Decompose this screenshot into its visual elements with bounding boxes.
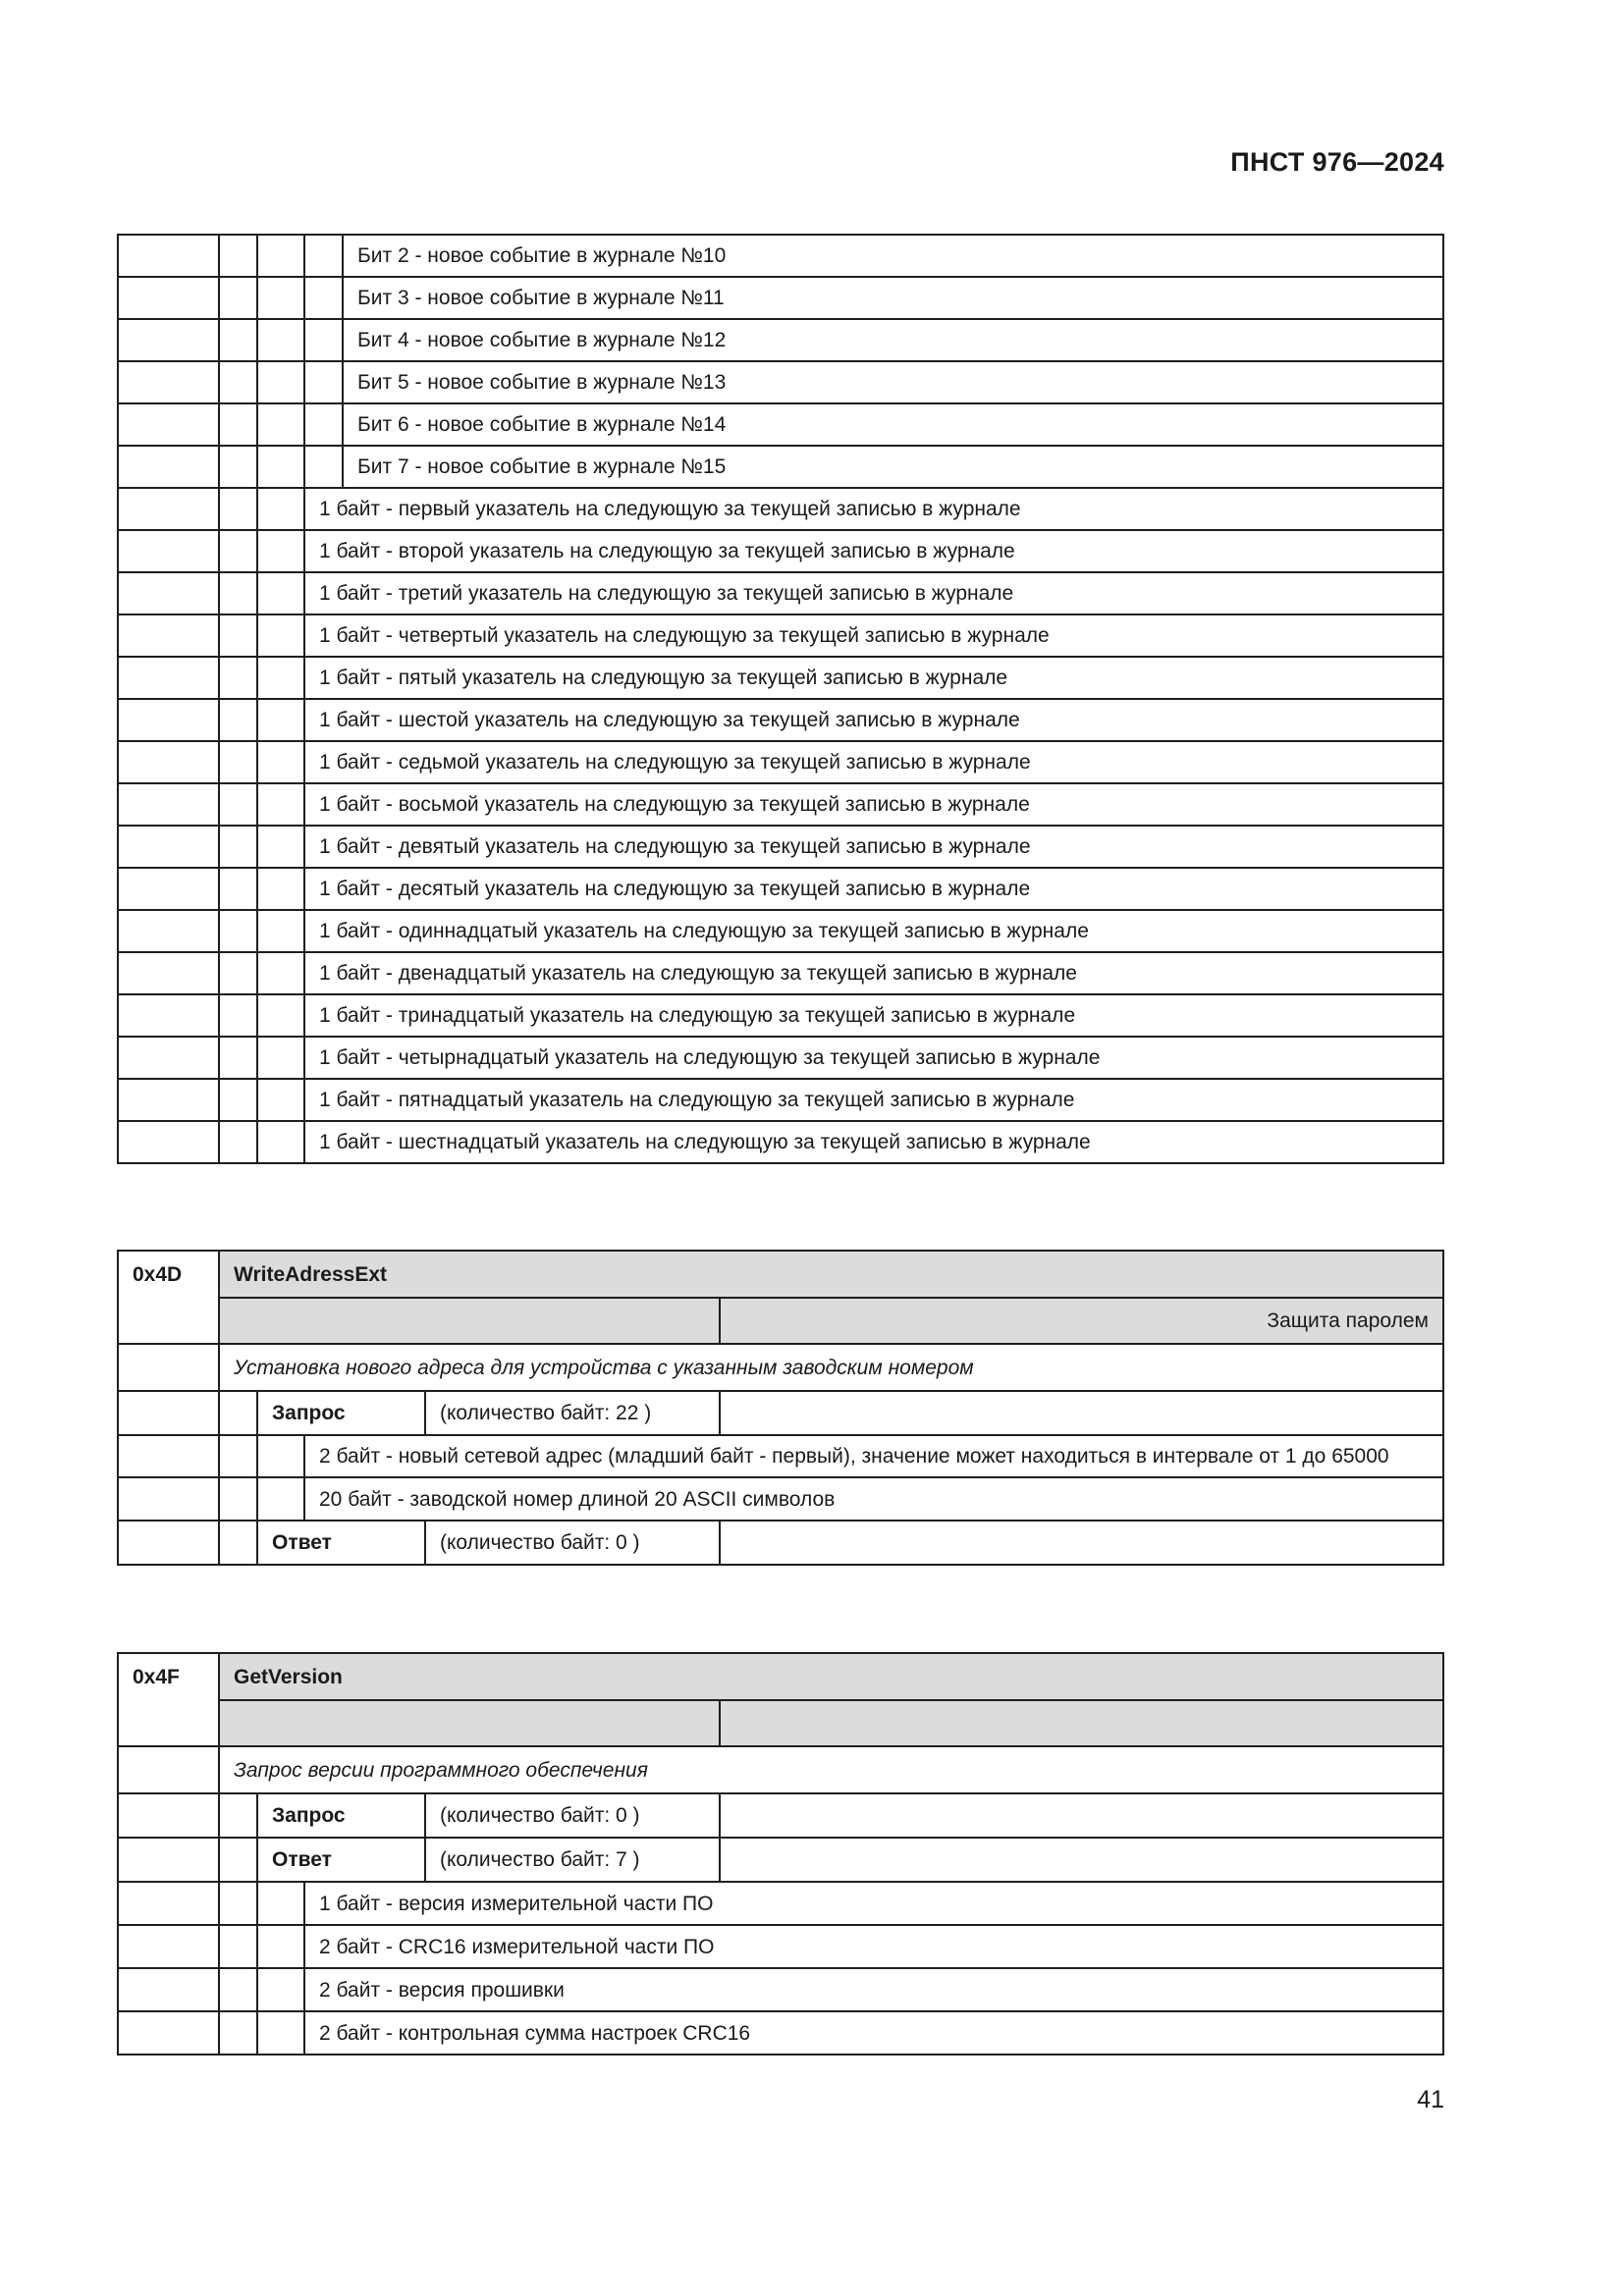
empty-cell [118, 1435, 219, 1477]
pointer-description: 1 байт - четвертый указатель на следующую за текущей записью в журнале [304, 614, 1443, 657]
response-field-row [118, 1925, 1443, 1968]
empty-cell [118, 488, 219, 530]
bit-description: Бит 4 - новое событие в журнале №12 [343, 319, 1443, 361]
empty-cell [219, 1793, 257, 1838]
empty-cell [219, 741, 257, 783]
pointer-description: 1 байт - четырнадцатый указатель на следующую за текущей записью в журнале [304, 1037, 1443, 1079]
pointer-description: 1 байт - одиннадцатый указатель на следующую за текущей записью в журнале [304, 910, 1443, 952]
page-number: 41 [1417, 2086, 1444, 2113]
command-description: Установка нового адреса для устройства с указанным заводским номером [219, 1344, 1443, 1391]
empty-cell [219, 783, 257, 826]
pointer-row [118, 1079, 1443, 1121]
response-field-row [118, 1882, 1443, 1925]
command-table-getversion [117, 1652, 1444, 2056]
empty-cell [219, 361, 257, 403]
pointer-row [118, 488, 1443, 530]
empty-cell [219, 868, 257, 910]
empty-cell [118, 1882, 219, 1925]
empty-cell [257, 1435, 304, 1477]
request-field: 2 байт - новый сетевой адрес (младший байт - первый), значение может находиться в интервале от 1 до 65000 [304, 1435, 1443, 1477]
empty-cell [118, 361, 219, 403]
command-name: WriteAdressExt [219, 1251, 1443, 1298]
empty-cell [257, 1968, 304, 2011]
bit-row [118, 403, 1443, 446]
empty-cell [219, 1521, 257, 1565]
pointer-description: 1 байт - седьмой указатель на следующую за текущей записью в журнале [304, 741, 1443, 783]
empty-cell [219, 572, 257, 614]
empty-cell [118, 1746, 219, 1793]
request-byte-count: (количество байт: 22 ) [425, 1391, 720, 1435]
command-code: 0x4F [118, 1653, 219, 1746]
pointer-description: 1 байт - второй указатель на следующую за текущей записью в журнале [304, 530, 1443, 572]
pointer-description: 1 байт - девятый указатель на следующую за текущей записью в журнале [304, 826, 1443, 868]
pointer-description: 1 байт - восьмой указатель на следующую за текущей записью в журнале [304, 783, 1443, 826]
request-row [118, 1793, 1443, 1838]
bit-description: Бит 6 - новое событие в журнале №14 [343, 403, 1443, 446]
journal-pointers-table-body [118, 235, 1443, 1163]
empty-cell [219, 1477, 257, 1521]
empty-cell [720, 1838, 1443, 1882]
pointer-row [118, 530, 1443, 572]
response-row [118, 1838, 1443, 1882]
document-number: ПНСТ 976—2024 [1230, 147, 1444, 177]
pointer-row [118, 657, 1443, 699]
pointer-row [118, 783, 1443, 826]
empty-cell [118, 1521, 219, 1565]
empty-cell [304, 403, 343, 446]
empty-cell [219, 446, 257, 488]
request-field: 20 байт - заводской номер длиной 20 ASCII символов [304, 1477, 1443, 1521]
pointer-description: 1 байт - пятнадцатый указатель на следующую за текущей записью в журнале [304, 1079, 1443, 1121]
empty-cell [257, 446, 304, 488]
response-field: 1 байт - версия измерительной части ПО [304, 1882, 1443, 1925]
bit-description: Бит 2 - новое событие в журнале №10 [343, 235, 1443, 277]
bit-row [118, 277, 1443, 319]
empty-cell [118, 1968, 219, 2011]
empty-cell [304, 319, 343, 361]
response-label: Ответ [257, 1521, 425, 1565]
empty-cell [257, 994, 304, 1037]
pointer-row [118, 1121, 1443, 1163]
request-field-row [118, 1435, 1443, 1477]
command-description: Запрос версии программного обеспечения [219, 1746, 1443, 1793]
empty-cell [219, 614, 257, 657]
empty-cell [118, 783, 219, 826]
empty-cell [720, 1521, 1443, 1565]
response-byte-count: (количество байт: 7 ) [425, 1838, 720, 1882]
empty-cell [257, 319, 304, 361]
empty-cell [219, 910, 257, 952]
empty-cell [257, 2011, 304, 2055]
bit-row [118, 235, 1443, 277]
request-row [118, 1391, 1443, 1435]
response-row [118, 1521, 1443, 1565]
empty-cell [219, 1079, 257, 1121]
empty-cell [219, 1838, 257, 1882]
empty-cell [219, 1121, 257, 1163]
empty-cell [257, 1882, 304, 1925]
pointer-row [118, 994, 1443, 1037]
empty-cell [304, 235, 343, 277]
command-subheader-empty-cell [219, 1700, 720, 1746]
pointer-description: 1 байт - двенадцатый указатель на следующую за текущей записью в журнале [304, 952, 1443, 994]
empty-cell [118, 235, 219, 277]
empty-cell [118, 1079, 219, 1121]
command-table-writeadressext [117, 1250, 1444, 1566]
empty-cell [257, 488, 304, 530]
empty-cell [257, 1477, 304, 1521]
empty-cell [118, 446, 219, 488]
pointer-description: 1 байт - пятый указатель на следующую за текущей записью в журнале [304, 657, 1443, 699]
bit-description: Бит 5 - новое событие в журнале №13 [343, 361, 1443, 403]
empty-cell [219, 952, 257, 994]
bit-row [118, 319, 1443, 361]
empty-cell [118, 826, 219, 868]
empty-cell [257, 614, 304, 657]
empty-cell [257, 403, 304, 446]
empty-cell [257, 826, 304, 868]
pointer-row [118, 1037, 1443, 1079]
empty-cell [118, 1793, 219, 1838]
empty-cell [219, 1391, 257, 1435]
empty-cell [118, 1391, 219, 1435]
empty-cell [257, 277, 304, 319]
empty-cell [118, 952, 219, 994]
empty-cell [304, 277, 343, 319]
empty-cell [219, 1882, 257, 1925]
empty-cell [118, 741, 219, 783]
empty-cell [257, 699, 304, 741]
pointer-description: 1 байт - тринадцатый указатель на следующую за текущей записью в журнале [304, 994, 1443, 1037]
command-code: 0x4D [118, 1251, 219, 1344]
pointer-row [118, 614, 1443, 657]
response-field: 2 байт - контрольная сумма настроек CRC16 [304, 2011, 1443, 2055]
empty-cell [118, 910, 219, 952]
command-header-row [118, 1653, 1443, 1700]
empty-cell [257, 1121, 304, 1163]
pointer-row [118, 699, 1443, 741]
pointer-description: 1 байт - десятый указатель на следующую за текущей записью в журнале [304, 868, 1443, 910]
empty-cell [720, 1391, 1443, 1435]
empty-cell [257, 657, 304, 699]
empty-cell [219, 1037, 257, 1079]
empty-cell [118, 1477, 219, 1521]
empty-cell [118, 657, 219, 699]
empty-cell [257, 783, 304, 826]
empty-cell [257, 952, 304, 994]
pointer-row [118, 826, 1443, 868]
empty-cell [118, 1121, 219, 1163]
bit-description: Бит 3 - новое событие в журнале №11 [343, 277, 1443, 319]
empty-cell [118, 1925, 219, 1968]
empty-cell [257, 361, 304, 403]
empty-cell [219, 699, 257, 741]
request-field-row [118, 1477, 1443, 1521]
empty-cell [118, 319, 219, 361]
empty-cell [257, 741, 304, 783]
empty-cell [118, 994, 219, 1037]
pointer-description: 1 байт - шестой указатель на следующую за текущей записью в журнале [304, 699, 1443, 741]
password-protection-label: Защита паролем [720, 1298, 1443, 1344]
empty-cell [257, 1079, 304, 1121]
empty-cell [257, 910, 304, 952]
empty-cell [118, 614, 219, 657]
empty-cell [304, 446, 343, 488]
pointer-description: 1 байт - третий указатель на следующую за текущей записью в журнале [304, 572, 1443, 614]
command-description-row [118, 1746, 1443, 1793]
empty-cell [219, 1435, 257, 1477]
request-label: Запрос [257, 1391, 425, 1435]
response-fields-body [118, 1882, 1443, 2055]
empty-cell [219, 994, 257, 1037]
empty-cell [257, 530, 304, 572]
bit-row [118, 446, 1443, 488]
empty-cell [118, 699, 219, 741]
pointer-description: 1 байт - шестнадцатый указатель на следующую за текущей записью в журнале [304, 1121, 1443, 1163]
empty-cell [219, 403, 257, 446]
command-subheader-row [118, 1298, 1443, 1344]
response-field-row [118, 2011, 1443, 2055]
bit-description: Бит 7 - новое событие в журнале №15 [343, 446, 1443, 488]
command-subheader-row [118, 1700, 1443, 1746]
empty-cell [118, 1037, 219, 1079]
response-byte-count: (количество байт: 0 ) [425, 1521, 720, 1565]
empty-cell [219, 488, 257, 530]
request-label: Запрос [257, 1793, 425, 1838]
response-label: Ответ [257, 1838, 425, 1882]
empty-cell [257, 1925, 304, 1968]
command-subheader-empty-cell [720, 1700, 1443, 1746]
command-subheader-empty-cell [219, 1298, 720, 1344]
empty-cell [118, 530, 219, 572]
empty-cell [257, 572, 304, 614]
pointer-row [118, 952, 1443, 994]
empty-cell [219, 235, 257, 277]
command-description-row [118, 1344, 1443, 1391]
pointer-description: 1 байт - первый указатель на следующую за текущей записью в журнале [304, 488, 1443, 530]
response-field: 2 байт - версия прошивки [304, 1968, 1443, 2011]
empty-cell [219, 826, 257, 868]
journal-pointers-table [117, 234, 1444, 1164]
empty-cell [118, 868, 219, 910]
empty-cell [257, 235, 304, 277]
pointer-row [118, 910, 1443, 952]
response-field: 2 байт - CRC16 измерительной части ПО [304, 1925, 1443, 1968]
empty-cell [219, 657, 257, 699]
empty-cell [219, 319, 257, 361]
command-name: GetVersion [219, 1653, 1443, 1700]
empty-cell [219, 530, 257, 572]
empty-cell [219, 1925, 257, 1968]
empty-cell [219, 2011, 257, 2055]
empty-cell [219, 277, 257, 319]
empty-cell [118, 277, 219, 319]
pointer-row [118, 741, 1443, 783]
empty-cell [720, 1793, 1443, 1838]
pointer-row [118, 572, 1443, 614]
request-byte-count: (количество байт: 0 ) [425, 1793, 720, 1838]
empty-cell [219, 1968, 257, 2011]
empty-cell [118, 2011, 219, 2055]
empty-cell [118, 403, 219, 446]
empty-cell [118, 1344, 219, 1391]
empty-cell [304, 361, 343, 403]
empty-cell [118, 572, 219, 614]
response-field-row [118, 1968, 1443, 2011]
empty-cell [257, 1037, 304, 1079]
empty-cell [118, 1838, 219, 1882]
pointer-row [118, 868, 1443, 910]
empty-cell [257, 868, 304, 910]
command-header-row [118, 1251, 1443, 1298]
bit-row [118, 361, 1443, 403]
